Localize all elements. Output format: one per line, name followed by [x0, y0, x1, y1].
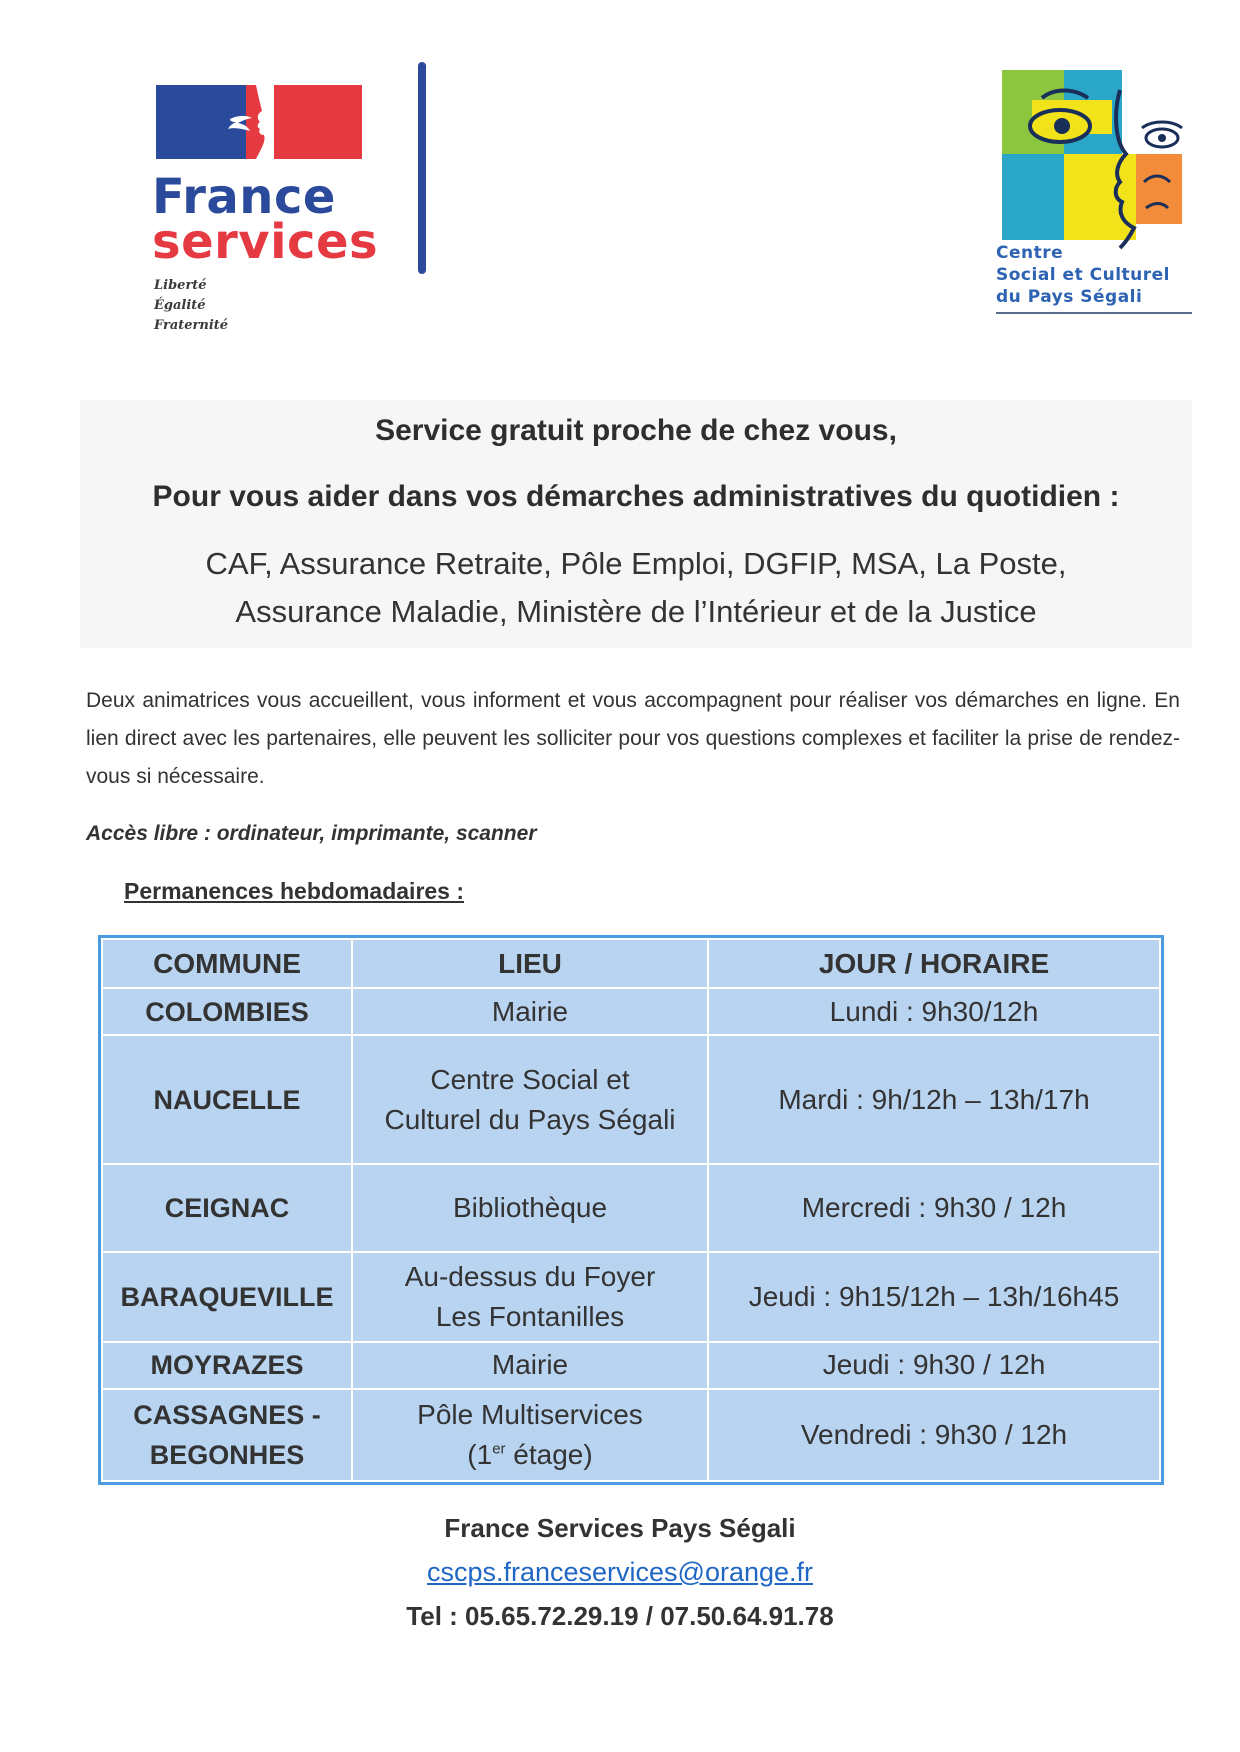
lieu-line: Au-dessus du Foyer	[404, 1260, 656, 1292]
schedule-table	[98, 935, 1164, 1485]
partners-line-2: Assurance Maladie, Ministère de l’Intérieur et de la Justice	[235, 594, 1037, 629]
horaire-cell: Jeudi : 9h30 / 12h	[708, 1342, 1160, 1389]
header-commune: COMMUNE	[102, 939, 352, 988]
lieu-floor-suffix: étage)	[505, 1438, 593, 1470]
cscps-logo	[996, 70, 1196, 325]
intro-headline: Service gratuit proche de chez vous,	[375, 414, 897, 447]
republic-flag-emblem	[156, 85, 362, 159]
republic-motto	[154, 276, 228, 336]
brand-word-services: services	[152, 214, 379, 270]
permanences-title: Permanences hebdomadaires :	[124, 878, 465, 904]
lieu-floor-ordinal: er	[492, 1440, 506, 1458]
lieu-line: Culturel du Pays Ségali	[384, 1103, 676, 1135]
intro-block	[80, 400, 1192, 648]
commune-line: BEGONHES	[149, 1439, 305, 1470]
motto-fraternite: Fraternité	[154, 318, 229, 333]
commune-cell: BARAQUEVILLE	[102, 1252, 352, 1342]
table-row	[102, 1252, 1160, 1342]
cscps-line-3: du Pays Ségali	[996, 287, 1143, 307]
partners-line-1: CAF, Assurance Retraite, Pôle Emploi, DGFIP, MSA, La Poste,	[205, 546, 1067, 581]
footer-org-name: France Services Pays Ségali	[444, 1513, 796, 1543]
horaire-cell: Lundi : 9h30/12h	[708, 988, 1160, 1035]
email-link[interactable]: cscps.franceservices@orange.fr	[426, 1557, 814, 1587]
cscps-line-2: Social et Culturel	[996, 265, 1170, 285]
commune-cell	[102, 1389, 352, 1481]
cscps-name	[996, 242, 1192, 308]
marianne-icon	[216, 85, 274, 159]
table-row	[102, 988, 1160, 1035]
header-horaire: JOUR / HORAIRE	[708, 939, 1160, 988]
lieu-floor-prefix: (1	[467, 1438, 493, 1470]
lieu-line: Centre Social et	[430, 1063, 630, 1095]
commune-cell: COLOMBIES	[102, 988, 352, 1035]
header-divider	[418, 62, 426, 274]
description-paragraph: Deux animatrices vous accueillent, vous informent et vous accompagnent pour réaliser vos démarches en ligne. En lien direct avec les partenaires, elle peuvent les solliciter pour vos questions complexes et faciliter la prise de rendez-vous si nécessaire.	[86, 689, 1180, 788]
lieu-line	[357, 1435, 703, 1475]
lieu-cell	[352, 1389, 708, 1481]
intro-subheadline: Pour vous aider dans vos démarches administratives du quotidien :	[152, 480, 1120, 513]
lieu-cell	[352, 1035, 708, 1164]
commune-cell: NAUCELLE	[102, 1035, 352, 1164]
horaire-cell: Mercredi : 9h30 / 12h	[708, 1164, 1160, 1252]
commune-line: CASSAGNES -	[133, 1399, 321, 1430]
horaire-cell: Mardi : 9h/12h – 13h/17h	[708, 1035, 1160, 1164]
lieu-line: Pôle Multiservices	[417, 1398, 643, 1430]
lieu-cell	[352, 1252, 708, 1342]
lieu-line: Les Fontanilles	[435, 1300, 625, 1332]
commune-cell: CEIGNAC	[102, 1164, 352, 1252]
brand-word-france: France	[152, 169, 336, 225]
france-services-logo	[150, 80, 410, 350]
footer-phone: Tel : 05.65.72.29.19 / 07.50.64.91.78	[406, 1601, 834, 1631]
cscps-underline	[996, 312, 1192, 314]
table-row	[102, 1164, 1160, 1252]
face-artwork-icon	[1002, 70, 1198, 250]
table-row	[102, 1389, 1160, 1481]
lieu-cell: Mairie	[352, 1342, 708, 1389]
horaire-cell: Jeudi : 9h15/12h – 13h/16h45	[708, 1252, 1160, 1342]
header-lieu: LIEU	[352, 939, 708, 988]
table-header-row	[102, 939, 1160, 988]
motto-liberte: Liberté	[154, 278, 207, 293]
table-row	[102, 1342, 1160, 1389]
cscps-line-1: Centre	[996, 243, 1064, 263]
commune-cell: MOYRAZES	[102, 1342, 352, 1389]
contact-footer	[0, 1506, 1240, 1638]
lieu-cell: Bibliothèque	[352, 1164, 708, 1252]
lieu-cell: Mairie	[352, 988, 708, 1035]
horaire-cell: Vendredi : 9h30 / 12h	[708, 1389, 1160, 1481]
motto-egalite: Égalité	[154, 298, 206, 313]
table-row	[102, 1035, 1160, 1164]
free-access-note: Accès libre : ordinateur, imprimante, scanner	[86, 822, 537, 845]
